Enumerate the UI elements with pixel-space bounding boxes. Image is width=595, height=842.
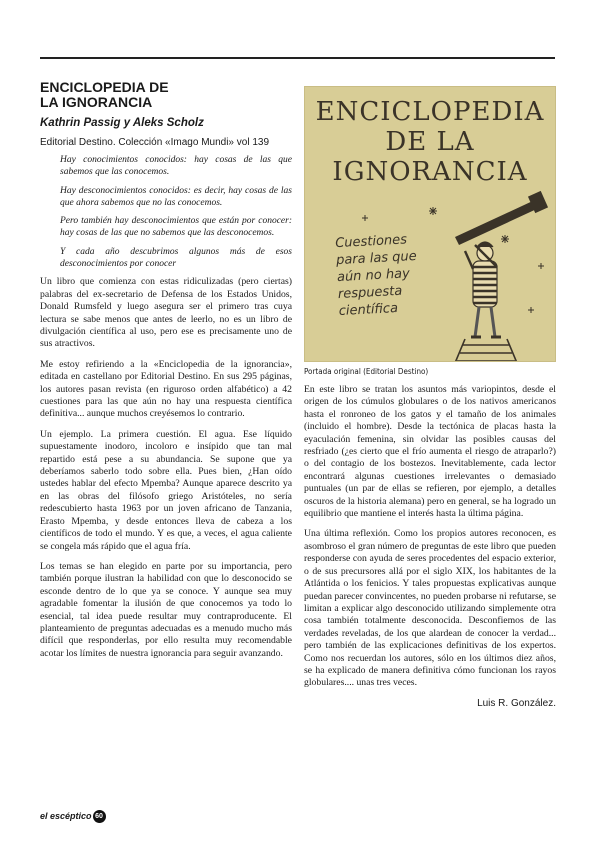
quote: Y cada año descubrimos algunos más de esos desconocimientos por conocer [60,246,292,270]
body-paragraph: Un ejemplo. La primera cuestión. El agua. Ese líquido supuestamente inodoro, incoloro e insípido que tan mal repartido está pese a su abundancia. Se supone que ya deberíamos saberlo todo sobre ella. Pues bien, ¿Han oído ustedes hablar del efecto Mpemba? Aunque aparece descrito ya en las obras del filósofo griego Aristóteles, no sería redescubierto hasta 1963 por un joven africano de Tanzania, Erasto Mpemba, y desde entonces lleva de cabeza a los científicos de todo el mundo. Y es que, a veces, el agua caliente se congela más rápido que el agua fría. [40,428,292,552]
book-cover-image [304,86,556,362]
image-caption: Portada original (Editorial Destino) [304,367,429,376]
cover-subtitle: Cuestiones para las que aún no hay respuesta científica [334,232,418,320]
body-paragraph: Una última reflexión. Como los propios autores reconocen, es asombroso el gran número de preguntas de este libro que pueden responderse con ayuda de seres procedentes del espacio exterior, o de sus precursores allá por el siglo XIX, los habitantes de la Atlántida o los fenicios. Y tales propuestas explicativas aunque puedan parecer convincentes, no pueden probarse ni refutarse, se limitan a explicar algo desconocido utilizando simplemente otra cosa también totalmente desconocida. Desconfiemos de las verdades reveladas, de los que alardean de conocer la verdad... pero también de las explicaciones definitivas de los expertos. Como nos recuerdan los autores, sólo en los últimos diez años, se ha explicado de manera definitiva cómo funcionan los rayos globulares.... unas tres veces. [304,528,556,689]
top-rule [40,57,555,59]
title-line-1: ENCICLOPEDIA DE [40,79,169,95]
right-column [304,80,556,709]
author-signature: Luis R. González. [477,697,556,709]
cover-title: ENCICLOPEDIA DE LA IGNORANCIA [315,97,545,187]
left-column [40,80,292,668]
quote: Hay conocimientos conocidos: hay cosas de las que sabemos que las conocemos. [60,155,292,178]
publisher-line: Editorial Destino. Colección «Imago Mundi» vol 139 [40,137,270,148]
telescope-figure-illustration [305,87,556,362]
body-paragraph: Un libro que comienza con estas ridiculizadas (pero ciertas) palabras del ex-secretario de Defensa de los Estados Unidos, Donald Rumsfeld y luego asegura ser el primero tras cuya lectura se sabe menos que antes de leerlo, no es un libro de divulgación científica al uso, pero ese es precisamente uno de sus atractivos. [40,276,292,350]
body-paragraph: Me estoy refiriendo a la «Enciclopedia de la ignorancia», editada en castellano por Editorial Destino. En sus 295 páginas, los autores pasan revista (en riguroso orden alfabético) a 42 cuestiones para las que aún no hay una respuesta científica definitiva... aunque muchos creyésemos lo contrario. [40,358,292,420]
title-line-2: LA IGNORANCIA [40,94,153,110]
body-paragraph: Los temas se han elegido en parte por su importancia, pero también porque ilustran la habilidad con que lo desconocido se esconde dentro de lo que ya se conoce. Y aunque sea muy agradable fomentar la ilusión de que conocemos ya todo lo esencial, tal idea puede resultar muy contraproducente. El planteamiento de preguntas adecuadas es a menudo mucho más difícil que responderlas, por ello resulta muy recomendable acotar los límites de nuestra ignorancia para seguir avanzando. [40,560,292,659]
page-footer [40,810,106,823]
magazine-name: el escéptico [40,810,92,821]
article-title [40,80,292,110]
page-number-badge: 60 [93,810,106,823]
body-paragraph: En este libro se tratan los asuntos más variopintos, desde el origen de los cúmulos globulares o de los nativos americanos hasta el ronroneo de los gatos y el tamaño de los animales (incluido el hombre). Desde la tectónica de placas hasta la eyaculación femenina, sin olvidar las posibles causas del resfriado (¿es cierto que el frío aumenta el riesgo de atraparlo?) o del contagio de los bostezos. Inevitablemente, cada lector encontrará algunas cuestiones irrelevantes o demasiado puntuales (un par de ellas se refieren, por ejemplo, a detalles oscuros de la historia alemana) pero en general, se ha logrado un equilibrio que mantiene el interés hasta la última página. [304,384,556,520]
quote: Pero también hay desconocimientos que están por conocer: hay cosas de las que no sabemos que las desconocemos. [60,216,292,239]
quote: Hay desconocimientos conocidos: es decir, hay cosas de las que ahora sabemos que no las conocemos. [60,185,292,208]
article-authors: Kathrin Passig y Aleks Scholz [40,117,204,129]
